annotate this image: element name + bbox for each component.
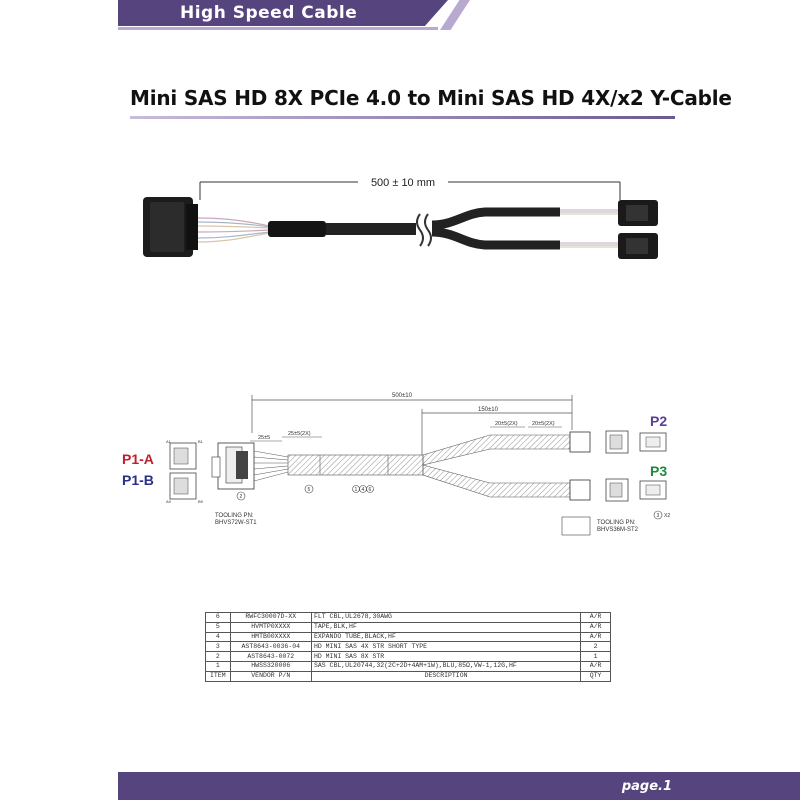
tooling-left-pn: BHVS72W-ST1 (215, 520, 257, 526)
bom-cell-item: 4 (206, 632, 231, 642)
port-label-p1a: P1-A (122, 451, 154, 467)
dim-overall: 500±10 (392, 393, 412, 399)
svg-text:A1: A1 (166, 439, 171, 444)
bom-cell-vendor: VENDOR P/N (230, 671, 311, 681)
p2-connector-side-view (570, 432, 590, 452)
svg-text:3: 3 (656, 513, 660, 519)
bom-cell-item: 3 (206, 642, 231, 652)
bom-cell-desc: HD MINI SAS 8X STR (311, 652, 580, 662)
bom-cell-qty: 1 (581, 652, 611, 662)
cable-photo (140, 170, 680, 280)
page-number: page.1 (621, 779, 672, 794)
svg-text:A9: A9 (166, 499, 171, 504)
document-title: Mini SAS HD 8X PCIe 4.0 to Mini SAS HD 4X/x2 Y-Cable (130, 86, 732, 110)
drawing-main-cable (288, 455, 423, 475)
bom-row (206, 642, 611, 652)
footer-banner (118, 772, 800, 800)
dim-20-2x-b: 20±5(2X) (532, 421, 555, 427)
p2-connector-4x (618, 200, 658, 226)
bom-row (206, 652, 611, 662)
length-break-symbol (417, 214, 423, 246)
bom-cell-qty: A/R (581, 632, 611, 642)
bom-row (206, 661, 611, 671)
bom-cell-vendor: HVMTP0XXXX (230, 622, 311, 632)
dim-20-2x-a: 20±5(2X) (495, 421, 518, 427)
bom-cell-qty: QTY (581, 671, 611, 681)
bom-cell-desc: EXPANDO TUBE,BLACK,HF (311, 632, 580, 642)
p1-connector-8x (143, 197, 198, 257)
dim-25-a: 25±5 (258, 435, 271, 441)
tooling-left-label: TOOLING PN: (215, 513, 254, 519)
bom-cell-item: 6 (206, 613, 231, 623)
dim-branch: 150±10 (478, 407, 498, 413)
p1-connector-side-view (212, 443, 254, 489)
p3-end-view (606, 479, 666, 501)
bom-cell-item: 1 (206, 661, 231, 671)
drawing-branch-upper (423, 435, 570, 465)
drawing-branch-lower (423, 465, 570, 497)
bom-row (206, 622, 611, 632)
bom-cell-vendor: HMTB00XXXX (230, 632, 311, 642)
bom-cell-vendor: AST8643-0072 (230, 652, 311, 662)
p1-end-view (166, 439, 204, 504)
bom-cell-qty: 2 (581, 642, 611, 652)
p3-connector-side-view (570, 480, 590, 500)
bom-table (205, 612, 611, 682)
braided-cable-main (326, 223, 416, 235)
bom-cell-qty: A/R (581, 661, 611, 671)
bom-cell-desc: DESCRIPTION (311, 671, 580, 681)
header-underline (118, 27, 438, 30)
bom-cell-item: 2 (206, 652, 231, 662)
bom-cell-vendor: HWSS320006 (230, 661, 311, 671)
bom-row (206, 613, 611, 623)
svg-text:6: 6 (368, 487, 372, 493)
bom-cell-desc: FLT CBL,UL2678,30AWG (311, 613, 580, 623)
header-accent-stripe (440, 0, 470, 30)
bom-cell-qty: A/R (581, 622, 611, 632)
header-title: High Speed Cable (180, 3, 358, 23)
bom-cell-qty: A/R (581, 613, 611, 623)
title-underline (130, 116, 675, 119)
tooling-right-sketch (562, 517, 590, 535)
bom-row (206, 632, 611, 642)
tooling-right-pn: BHVS36M-ST2 (597, 527, 639, 533)
heat-shrink-sleeve (268, 221, 326, 237)
p3-connector-4x (618, 233, 658, 259)
svg-text:2: 2 (239, 494, 243, 500)
tooling-right-label: TOOLING PN: (597, 520, 636, 526)
svg-text:1: 1 (354, 487, 358, 493)
bom-cell-desc: TAPE,BLK,HF (311, 622, 580, 632)
svg-text:5: 5 (307, 487, 311, 493)
svg-text:B1: B1 (198, 439, 203, 444)
branch-upper (432, 212, 560, 225)
bom-cell-vendor: RWFC30007D-XX (230, 613, 311, 623)
bom-header-row (206, 671, 611, 681)
bom-cell-desc: SAS CBL,UL20744,32(2C+2D+4AM+1W),BLU,85Ω,VW-1,12G,HF (311, 661, 580, 671)
dim-25-2x: 25±5(2X) (288, 431, 311, 437)
port-label-p1b: P1-B (122, 472, 154, 488)
svg-text:4: 4 (361, 487, 365, 493)
branch-lower (432, 232, 560, 245)
bom-cell-vendor: AST8643-0036-04 (230, 642, 311, 652)
port-label-p3: P3 (650, 463, 668, 479)
engineering-drawing (100, 385, 700, 555)
port-label-p2: P2 (650, 413, 668, 429)
bom-cell-desc: HD MINI SAS 4X STR SHORT TYPE (311, 642, 580, 652)
p2-end-view (606, 431, 666, 453)
bom-cell-item: 5 (206, 622, 231, 632)
length-dimension-label: 500 ± 10 mm (370, 177, 436, 189)
svg-text:B9: B9 (198, 499, 203, 504)
balloon-3-qty: X2 (664, 513, 671, 519)
bom-cell-item: ITEM (206, 671, 231, 681)
